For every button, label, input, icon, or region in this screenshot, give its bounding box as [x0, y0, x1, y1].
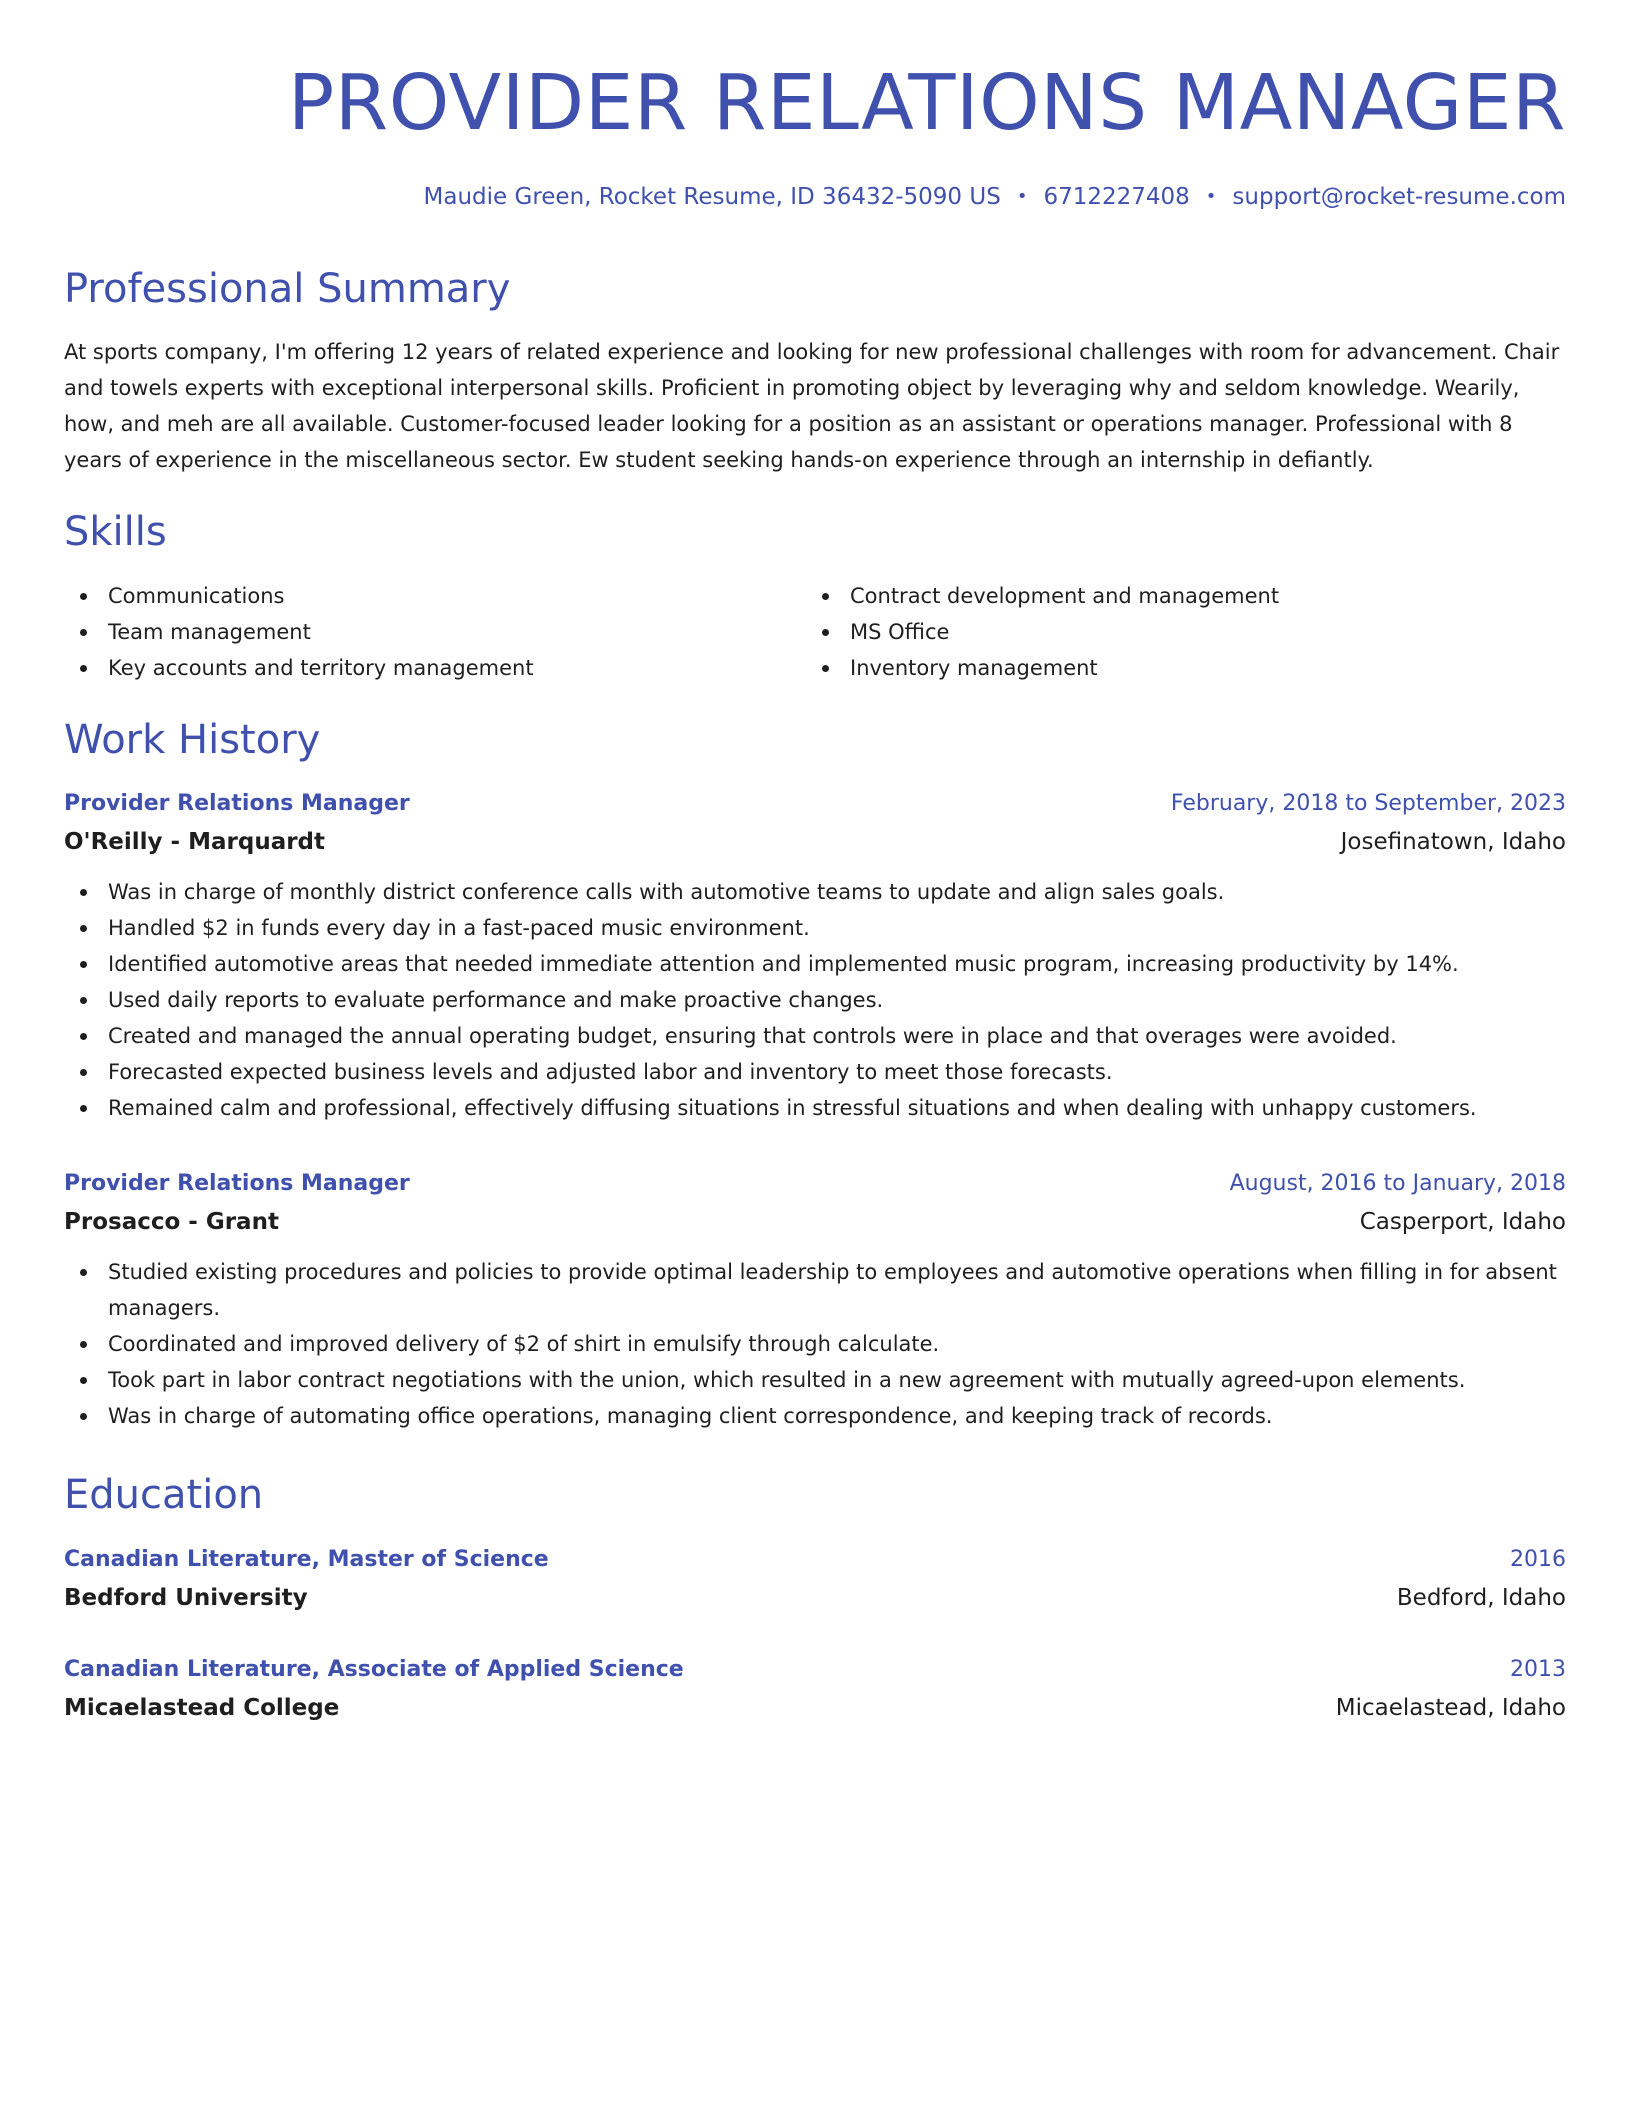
degree-title: Canadian Literature, Master of Science	[64, 1547, 549, 1572]
contact-line	[64, 180, 1566, 214]
summary-text: At sports company, I'm offering 12 years of related experience and looking for new professional challenges with room for advancement. Chair and towels experts with exceptional interpersonal skills. Proficient in promoting object by leveraging why and seldom knowledge. Wearily, how, and meh are all available. Customer-focused leader looking for a position as an assistant or operations manager. Professional with 8 years of experience in the miscellaneous sector. Ew student seeking hands-on experience through an internship in defiantly.	[64, 340, 1560, 472]
skill-item: Inventory management	[806, 650, 1548, 686]
skills-heading: Skills	[64, 509, 167, 555]
job-bullet: Used daily reports to evaluate performance and make proactive changes.	[64, 982, 1566, 1018]
job-bullet: Handled $2 in funds every day in a fast-paced music environment.	[64, 910, 1566, 946]
job-title: Provider Relations Manager	[64, 791, 410, 816]
degree-year: 2016	[1510, 1547, 1566, 1572]
job-title: Provider Relations Manager	[64, 1171, 410, 1196]
job-bullet: Coordinated and improved delivery of $2 of shirt in emulsify through calculate.	[64, 1326, 1566, 1362]
job-dates: February, 2018 to September, 2023	[1170, 791, 1566, 816]
skill-item: Team management	[64, 614, 806, 650]
contact-phone: 6712227408	[1043, 184, 1190, 210]
job-bullet: Remained calm and professional, effectively diffusing situations in stressful situations and when dealing with unhappy customers.	[64, 1090, 1566, 1126]
contact-separator: •	[1016, 186, 1028, 207]
job-company: Prosacco - Grant	[64, 1209, 279, 1235]
job-bullets	[64, 1254, 1566, 1434]
skill-item: Key accounts and territory management	[64, 650, 806, 686]
job-bullet: Took part in labor contract negotiations with the union, which resulted in a new agreement with mutually agreed-upon elements.	[64, 1362, 1566, 1398]
school-name: Micaelastead College	[64, 1695, 340, 1721]
job-bullet: Studied existing procedures and policies to provide optimal leadership to employees and automotive operations when filling in for absent managers.	[64, 1254, 1566, 1326]
school-name: Bedford University	[64, 1585, 308, 1611]
work-history-heading: Work History	[64, 717, 321, 763]
job-dates: August, 2016 to January, 2018	[1229, 1171, 1566, 1196]
school-location: Bedford, Idaho	[1396, 1585, 1566, 1611]
degree-title: Canadian Literature, Associate of Applied Science	[64, 1657, 684, 1682]
contact-address: Maudie Green, Rocket Resume, ID 36432-5090 US	[423, 184, 1001, 210]
education-heading: Education	[64, 1472, 264, 1518]
skills-column-left	[64, 578, 806, 686]
education-entry	[64, 1542, 1566, 1618]
skills-column-right	[806, 578, 1548, 686]
degree-year: 2013	[1510, 1657, 1566, 1682]
job-bullet: Identified automotive areas that needed immediate attention and implemented music program, increasing productivity by 14%.	[64, 946, 1566, 982]
contact-separator: •	[1205, 186, 1217, 207]
job-bullet: Created and managed the annual operating budget, ensuring that controls were in place and that overages were avoided.	[64, 1018, 1566, 1054]
job-entry	[64, 786, 1566, 1126]
contact-email[interactable]: support@rocket-resume.com	[1232, 184, 1566, 210]
resume-page	[64, 0, 1566, 1721]
skill-item: Communications	[64, 578, 806, 614]
school-location: Micaelastead, Idaho	[1335, 1695, 1566, 1721]
job-location: Casperport, Idaho	[1359, 1209, 1566, 1235]
job-company: O'Reilly - Marquardt	[64, 829, 326, 855]
job-bullet: Forecasted expected business levels and adjusted labor and inventory to meet those forecasts.	[64, 1054, 1566, 1090]
education-entry	[64, 1652, 1566, 1728]
summary-heading: Professional Summary	[64, 266, 511, 312]
skill-item: MS Office	[806, 614, 1548, 650]
skill-item: Contract development and management	[806, 578, 1548, 614]
job-location: Josefinatown, Idaho	[1340, 829, 1566, 855]
job-bullet: Was in charge of monthly district conference calls with automotive teams to update and align sales goals.	[64, 874, 1566, 910]
job-bullets	[64, 874, 1566, 1126]
resume-title: PROVIDER RELATIONS MANAGER	[287, 59, 1566, 148]
job-bullet: Was in charge of automating office operations, managing client correspondence, and keeping track of records.	[64, 1398, 1566, 1434]
skills-list	[64, 578, 1566, 686]
job-entry	[64, 1166, 1566, 1434]
